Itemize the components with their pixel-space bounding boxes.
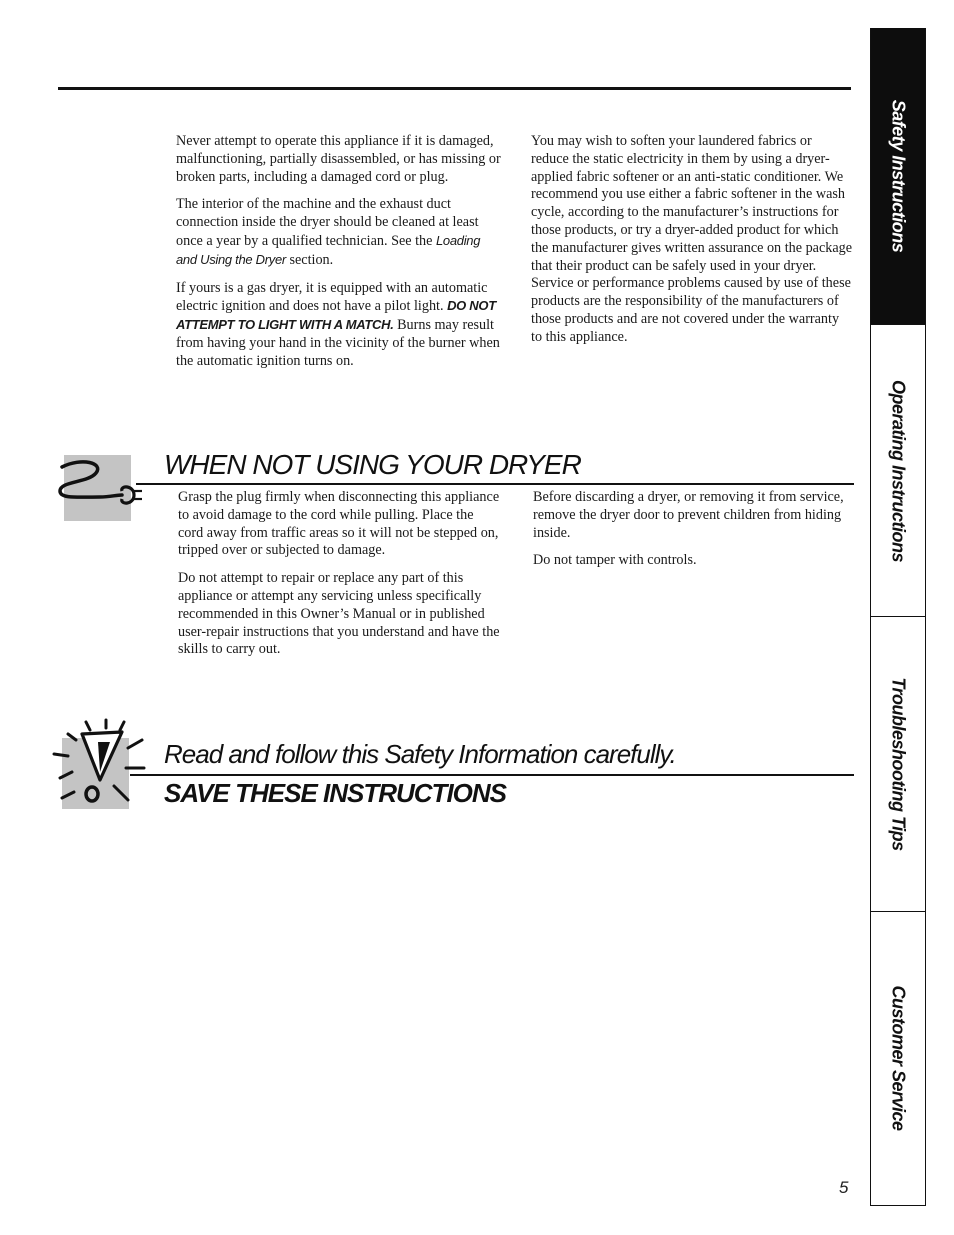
not-using-right-column [533, 489, 853, 580]
closing-line-2: SAVE THESE INSTRUCTIONS [164, 778, 507, 808]
intro-paragraph: Never attempt to operate this appliance if it is damaged, malfunctioning, partially disassembled, or has missing or broken parts, including a damaged cord or plug. [176, 133, 501, 185]
safety-paragraph: Grasp the plug firmly when disconnecting this appliance to avoid damage to the cord while pulling. Place the cord away from traffic areas so it will not be stepped on, tripped over or subjected to damage. [178, 489, 500, 559]
tab-label: Operating Instructions [888, 379, 909, 562]
section-rule [136, 483, 854, 485]
warning-text: DO NOT ATTEMPT TO LIGHT WITH A MATCH. [176, 298, 496, 333]
tab-troubleshooting-tips[interactable] [871, 617, 925, 912]
safety-paragraph: Do not tamper with controls. [533, 552, 697, 569]
tab-operating-instructions[interactable] [871, 325, 925, 617]
section-reference: Loading and Using the Dryer [176, 232, 481, 267]
tab-safety-instructions[interactable] [871, 28, 925, 325]
tab-customer-service[interactable] [871, 912, 925, 1204]
tab-label: Safety Instructions [888, 99, 909, 253]
intro-paragraph: If yours is a gas dryer, it is equipped with an automatic electric ignition and does not have a pilot light. DO NOT ATTEMPT TO LIGHT WITH A MATCH. Burns may result from having your hand in the vicinity of the burner when the automatic ignition turns on. [176, 279, 500, 369]
side-tab-bar [870, 28, 926, 1206]
section-heading: WHEN NOT USING YOUR DRYER [164, 449, 581, 480]
exclamation-alert-icon [48, 716, 152, 812]
intro-paragraph: The interior of the machine and the exhaust duct connection inside the dryer should be cleaned at least once a year by a qualified technician. See the Loading and Using the Dryer section. [176, 196, 481, 268]
tab-label: Troubleshooting Tips [888, 677, 909, 851]
top-rule [58, 87, 851, 90]
intro-right-column [531, 133, 853, 357]
closing-line-1: Read and follow this Safety Information carefully. [164, 739, 676, 769]
not-using-left-column [178, 489, 500, 669]
intro-paragraph: You may wish to soften your laundered fabrics or reduce the static electricity in them by using a dryer-applied fabric softener or an anti-static conditioner. We recommend you use either a fabric softener in the wash cycle, according to the manufacturer’s instructions for those products, or try a dryer-added product for which the manufacturer gives written assurance on the package that their product can be safely used in your dryer. Service or performance problems caused by use of these products are the responsibility of the manufacturers of those products and are not covered under the warranty to this appliance. [531, 133, 853, 345]
closing-rule [130, 774, 854, 776]
plug-cord-icon [52, 455, 152, 525]
intro-left-column [176, 133, 501, 381]
page-number: 5 [839, 1178, 849, 1197]
safety-paragraph: Do not attempt to repair or replace any part of this appliance or attempt any servicing unless specifically recommended in this Owner’s Manual or in published user-repair instructions that you understand and have the skills to carry out. [178, 570, 500, 658]
tab-label: Customer Service [888, 985, 909, 1131]
safety-paragraph: Before discarding a dryer, or removing it from service, remove the dryer door to prevent children from hiding inside. [533, 489, 844, 541]
